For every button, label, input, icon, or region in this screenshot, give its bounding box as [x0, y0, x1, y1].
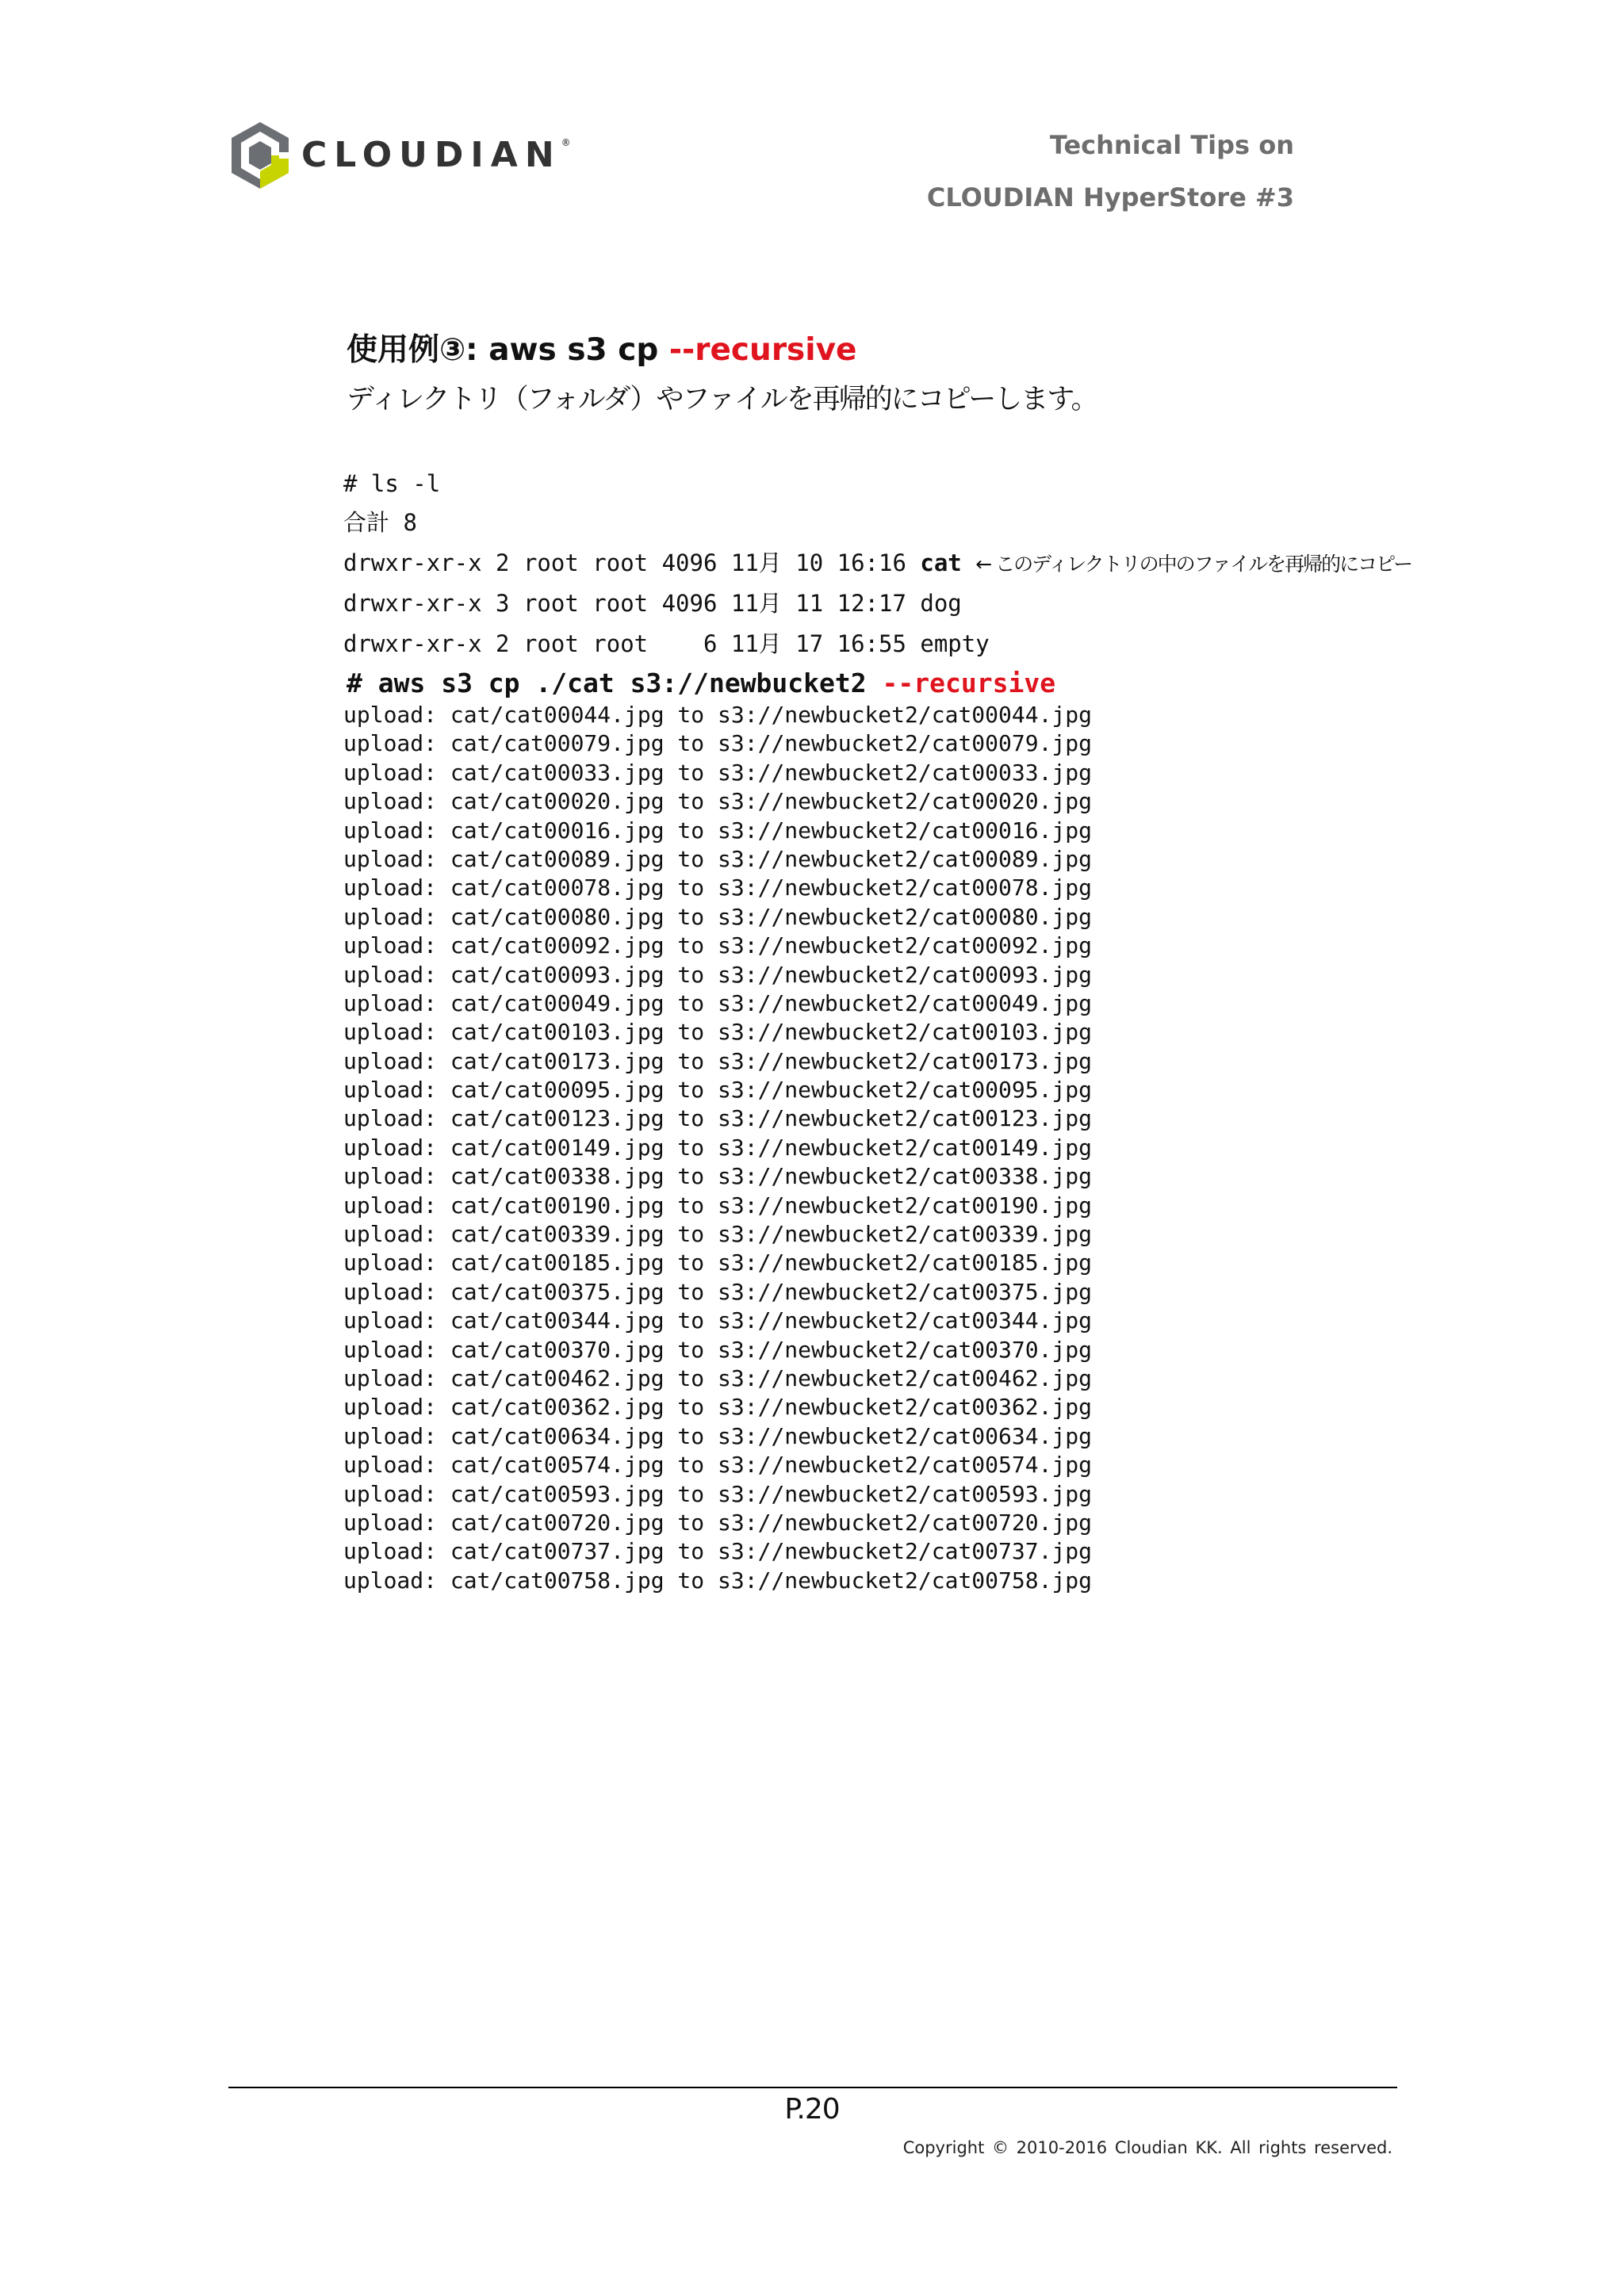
ls-entry-cat-note: ← このディレクトリの中のファイルを再帰的にコピー	[975, 553, 1412, 576]
upload-line: upload: cat/cat00016.jpg to s3://newbucket2/cat00016.jpg	[343, 817, 1093, 844]
cp-command: # aws s3 cp ./cat s3://newbucket2 --recursive	[347, 668, 1056, 698]
upload-line: upload: cat/cat00185.jpg to s3://newbucket2/cat00185.jpg	[343, 1249, 1093, 1276]
upload-line: upload: cat/cat00720.jpg to s3://newbucket2/cat00720.jpg	[343, 1509, 1093, 1536]
upload-line: upload: cat/cat00049.jpg to s3://newbucket2/cat00049.jpg	[343, 989, 1093, 1016]
section-title	[347, 325, 857, 369]
ls-total: 合計 8	[343, 509, 417, 536]
ls-entry-cat-name: cat	[920, 549, 962, 576]
upload-line: upload: cat/cat00123.jpg to s3://newbucket2/cat00123.jpg	[343, 1105, 1093, 1132]
document-header	[927, 119, 1294, 224]
upload-line: upload: cat/cat00044.jpg to s3://newbucket2/cat00044.jpg	[343, 702, 1093, 728]
upload-line: upload: cat/cat00375.jpg to s3://newbucket2/cat00375.jpg	[343, 1278, 1093, 1305]
ls-entry-empty: drwxr-xr-x 2 root root 6 11月 17 16:55 empty	[343, 630, 990, 657]
upload-line: upload: cat/cat00033.jpg to s3://newbucket2/cat00033.jpg	[343, 759, 1093, 786]
cloudian-logo	[230, 121, 571, 190]
section-title-prefix: 使用例③: aws s3 cp	[347, 332, 669, 368]
upload-line: upload: cat/cat00089.jpg to s3://newbucket2/cat00089.jpg	[343, 845, 1093, 872]
copyright-notice: Copyright © 2010-2016 Cloudian KK. All rights reserved.	[902, 2138, 1392, 2157]
logo-wordmark: CLOUDIAN®	[301, 135, 571, 175]
upload-log	[343, 701, 1390, 1595]
upload-line: upload: cat/cat00173.jpg to s3://newbucket2/cat00173.jpg	[343, 1047, 1093, 1074]
upload-line: upload: cat/cat00574.jpg to s3://newbucket2/cat00574.jpg	[343, 1452, 1093, 1479]
upload-line: upload: cat/cat00344.jpg to s3://newbucket2/cat00344.jpg	[343, 1307, 1093, 1334]
upload-line: upload: cat/cat00078.jpg to s3://newbucket2/cat00078.jpg	[343, 874, 1093, 901]
upload-line: upload: cat/cat00190.jpg to s3://newbucket2/cat00190.jpg	[343, 1192, 1093, 1219]
upload-line: upload: cat/cat00020.jpg to s3://newbucket2/cat00020.jpg	[343, 788, 1093, 815]
upload-line: upload: cat/cat00362.jpg to s3://newbucket2/cat00362.jpg	[343, 1394, 1093, 1421]
cp-command-flag: --recursive	[882, 668, 1056, 698]
cloudian-logo-icon	[230, 121, 290, 190]
section-title-flag: --recursive	[668, 332, 857, 368]
upload-line: upload: cat/cat00149.jpg to s3://newbucket2/cat00149.jpg	[343, 1134, 1093, 1161]
upload-line: upload: cat/cat00338.jpg to s3://newbucket2/cat00338.jpg	[343, 1163, 1093, 1190]
section-description: ディレクトリ（フォルダ）やファイルを再帰的にコピーします。	[347, 384, 1097, 415]
upload-line: upload: cat/cat00737.jpg to s3://newbucket2/cat00737.jpg	[343, 1538, 1093, 1565]
upload-line: upload: cat/cat00462.jpg to s3://newbucket2/cat00462.jpg	[343, 1364, 1093, 1391]
upload-line: upload: cat/cat00634.jpg to s3://newbucket2/cat00634.jpg	[343, 1422, 1093, 1449]
upload-line: upload: cat/cat00103.jpg to s3://newbucket2/cat00103.jpg	[343, 1019, 1093, 1046]
ls-entry-cat: drwxr-xr-x 2 root root 4096 11月 10 16:16 cat ← このディレクトリの中のファイルを再帰的にコピー	[343, 549, 1412, 576]
ls-entry-dog: drwxr-xr-x 3 root root 4096 11月 11 12:17 dog	[343, 590, 962, 617]
upload-line: upload: cat/cat00370.jpg to s3://newbucket2/cat00370.jpg	[343, 1336, 1093, 1363]
upload-line: upload: cat/cat00079.jpg to s3://newbucket2/cat00079.jpg	[343, 730, 1093, 757]
terminal-output	[343, 465, 1412, 1595]
footer-divider	[228, 2087, 1397, 2088]
header-title-line1: Technical Tips on	[1049, 130, 1294, 160]
upload-line: upload: cat/cat00339.jpg to s3://newbucket2/cat00339.jpg	[343, 1221, 1093, 1248]
header-title-line2: CLOUDIAN HyperStore #3	[926, 182, 1294, 212]
upload-line: upload: cat/cat00080.jpg to s3://newbucket2/cat00080.jpg	[343, 903, 1093, 930]
upload-line: upload: cat/cat00593.jpg to s3://newbucket2/cat00593.jpg	[343, 1480, 1093, 1507]
upload-line: upload: cat/cat00093.jpg to s3://newbucket2/cat00093.jpg	[343, 961, 1093, 988]
ls-command: # ls -l	[343, 470, 441, 497]
upload-line: upload: cat/cat00092.jpg to s3://newbucket2/cat00092.jpg	[343, 932, 1093, 959]
upload-line: upload: cat/cat00758.jpg to s3://newbucket2/cat00758.jpg	[343, 1567, 1093, 1594]
page-number: P.20	[784, 2093, 840, 2126]
upload-line: upload: cat/cat00095.jpg to s3://newbucket2/cat00095.jpg	[343, 1077, 1093, 1104]
